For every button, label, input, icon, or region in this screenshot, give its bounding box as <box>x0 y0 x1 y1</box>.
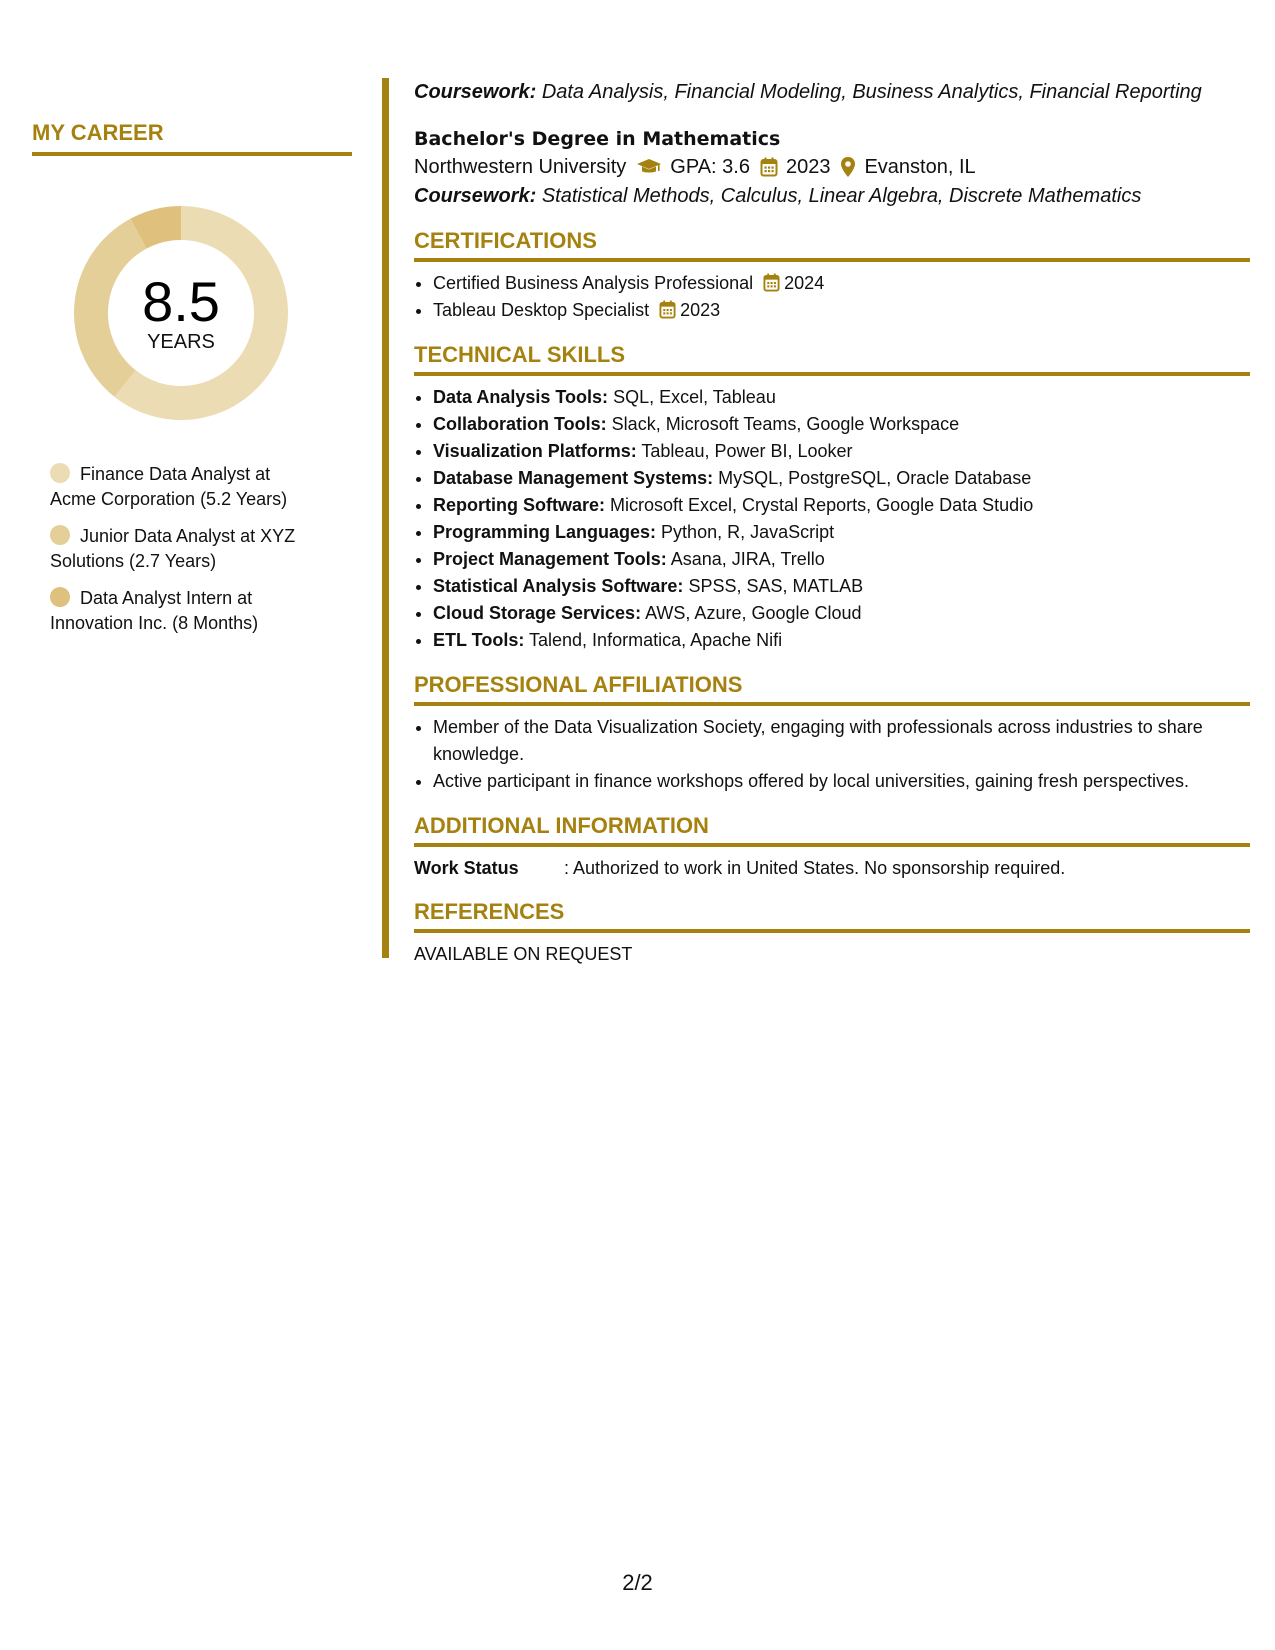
skill-value: Python, R, JavaScript <box>661 522 835 542</box>
certifications-list <box>414 270 1250 324</box>
certifications-section <box>414 228 1250 324</box>
skill-item <box>433 546 1250 573</box>
skill-item <box>433 465 1250 492</box>
skill-value: Tableau, Power BI, Looker <box>641 441 853 461</box>
skill-label: Collaboration Tools: <box>433 414 607 434</box>
work-status-value: : Authorized to work in United States. No sponsorship required. <box>564 858 1066 878</box>
skill-label: Data Analysis Tools: <box>433 387 609 407</box>
legend-item <box>50 586 320 636</box>
skill-label: Statistical Analysis Software: <box>433 576 684 596</box>
skill-label: Reporting Software: <box>433 495 606 515</box>
affiliation-item: • Member of the Data Visualization Society, engaging with professionals across industries to share knowledge. <box>433 714 1250 768</box>
additional-section <box>414 813 1250 881</box>
skill-item <box>433 573 1250 600</box>
skills-list <box>414 384 1250 654</box>
graduation-year: 2023 <box>785 156 831 178</box>
school-name: Northwestern University <box>414 156 627 178</box>
references-text: AVAILABLE ON REQUEST <box>414 944 633 964</box>
degree-title: Bachelor's Degree in Mathematics <box>414 128 781 150</box>
coursework-line <box>414 78 1250 106</box>
main-column <box>414 78 1250 967</box>
legend-item <box>50 462 320 512</box>
affiliations-heading: PROFESSIONAL AFFILIATIONS <box>414 672 1250 706</box>
skill-item <box>433 384 1250 411</box>
skill-value: MySQL, PostgreSQL, Oracle Database <box>718 468 1032 488</box>
coursework-text: Data Analysis, Financial Modeling, Business Analytics, Financial Reporting <box>541 81 1202 103</box>
legend-label: Data Analyst Intern at Innovation Inc. (8 Months) <box>50 588 259 633</box>
career-legend <box>50 462 320 636</box>
affiliations-list <box>414 714 1250 795</box>
skill-item <box>433 492 1250 519</box>
work-status-label: Work Status <box>414 858 519 878</box>
skill-label: Cloud Storage Services: <box>433 603 642 623</box>
certification-item <box>433 297 1250 324</box>
total-years-unit: YEARS <box>147 330 215 353</box>
legend-dot <box>50 463 70 483</box>
legend-dot <box>50 525 70 545</box>
skill-value: Slack, Microsoft Teams, Google Workspace <box>611 414 960 434</box>
certification-year: 2024 <box>784 273 825 293</box>
skill-value: SQL, Excel, Tableau <box>613 387 776 407</box>
coursework-label: Coursework: <box>414 185 537 207</box>
skill-value: SPSS, SAS, MATLAB <box>688 576 864 596</box>
certifications-heading: CERTIFICATIONS <box>414 228 1250 262</box>
page-number: 2/2 <box>622 1570 653 1595</box>
column-divider <box>382 78 389 958</box>
skills-section <box>414 342 1250 654</box>
donut-center <box>66 198 296 428</box>
coursework-label: Coursework: <box>414 81 537 103</box>
career-donut-chart <box>66 198 296 428</box>
references-heading: REFERENCES <box>414 899 1250 933</box>
calendar-icon <box>760 157 778 177</box>
calendar-icon <box>763 273 780 292</box>
graduation-cap-icon <box>636 158 662 176</box>
career-column <box>32 120 352 648</box>
skills-heading: TECHNICAL SKILLS <box>414 342 1250 376</box>
skill-label: Database Management Systems: <box>433 468 714 488</box>
skill-item <box>433 600 1250 627</box>
legend-item <box>50 524 320 574</box>
legend-label: Junior Data Analyst at XYZ Solutions (2.7 Years) <box>50 526 296 571</box>
skill-label: Project Management Tools: <box>433 549 667 569</box>
skill-item <box>433 519 1250 546</box>
work-status-row <box>414 855 1250 881</box>
skill-label: Visualization Platforms: <box>433 441 637 461</box>
legend-label: Finance Data Analyst at Acme Corporation (5.2 Years) <box>50 464 288 509</box>
skill-value: Talend, Informatica, Apache Nifi <box>529 630 783 650</box>
affiliations-section <box>414 672 1250 795</box>
skill-value: Asana, JIRA, Trello <box>670 549 825 569</box>
school-location: Evanston, IL <box>864 156 976 178</box>
certification-item <box>433 270 1250 297</box>
skill-item <box>433 627 1250 654</box>
skill-item <box>433 411 1250 438</box>
legend-dot <box>50 587 70 607</box>
skill-label: ETL Tools: <box>433 630 525 650</box>
career-heading: MY CAREER <box>32 120 352 156</box>
calendar-icon <box>659 300 676 319</box>
coursework-line <box>414 182 1250 210</box>
references-section <box>414 899 1250 967</box>
map-pin-icon <box>840 156 856 178</box>
total-years-value: 8.5 <box>142 269 220 333</box>
certification-year: 2023 <box>680 300 721 320</box>
skill-label: Programming Languages: <box>433 522 657 542</box>
skill-value: Microsoft Excel, Crystal Reports, Google Data Studio <box>610 495 1034 515</box>
certification-name: Certified Business Analysis Professional <box>433 273 754 293</box>
skill-value: AWS, Azure, Google Cloud <box>645 603 862 623</box>
certification-name: Tableau Desktop Specialist <box>433 300 650 320</box>
skill-item <box>433 438 1250 465</box>
coursework-text: Statistical Methods, Calculus, Linear Algebra, Discrete Mathematics <box>541 185 1142 207</box>
degree-meta <box>414 152 1250 182</box>
gpa: GPA: 3.6 <box>670 156 750 178</box>
affiliation-item: • Active participant in finance workshops offered by local universities, gaining fresh perspectives. <box>433 768 1250 795</box>
additional-heading: ADDITIONAL INFORMATION <box>414 813 1250 847</box>
